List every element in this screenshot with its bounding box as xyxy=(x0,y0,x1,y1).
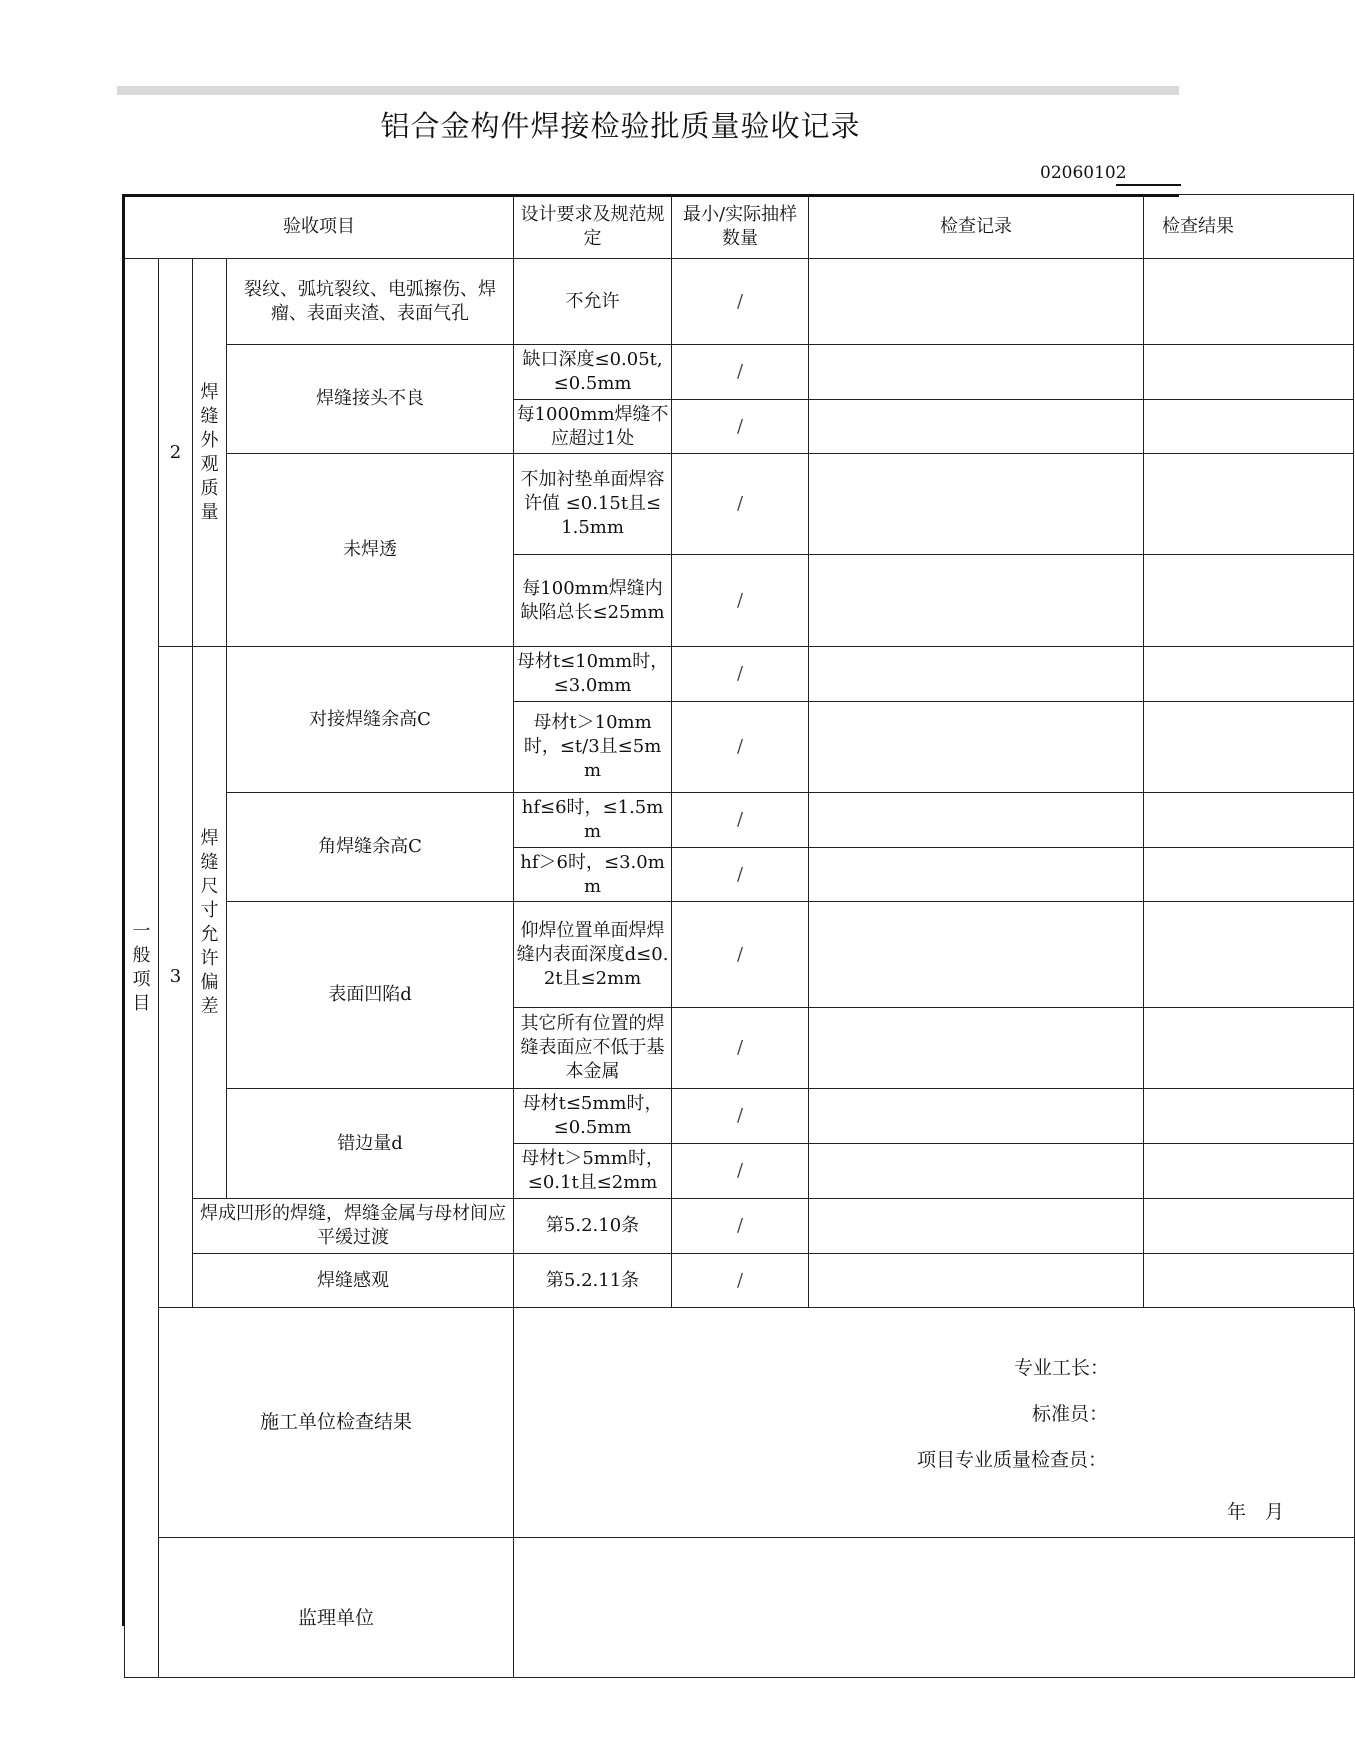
top-rule xyxy=(117,86,1179,95)
record-cell xyxy=(809,1008,1144,1089)
supervision-sign-area xyxy=(514,1538,1355,1678)
result-cell xyxy=(1144,454,1354,555)
design-requirement: 母材t＞10mm时，≤t/3且≤5mm xyxy=(514,702,672,793)
table-outer-left-border xyxy=(122,194,125,1626)
design-requirement: 母材t≤10mm时，≤3.0mm xyxy=(514,647,672,702)
sample-count: / xyxy=(672,1254,809,1308)
design-requirement: 不加衬垫单面焊容许值 ≤0.15t且≤1.5mm xyxy=(514,454,672,555)
design-requirement: 每100mm焊缝内缺陷总长≤25mm xyxy=(514,555,672,647)
result-cell xyxy=(1144,1199,1354,1254)
result-cell xyxy=(1144,345,1354,400)
record-cell xyxy=(809,902,1144,1008)
sample-count: / xyxy=(672,1089,809,1144)
sample-count: / xyxy=(672,345,809,400)
group-number: 3 xyxy=(159,647,193,1308)
form-code-underline xyxy=(1116,184,1181,186)
design-requirement: 母材t＞5mm时，≤0.1t且≤2mm xyxy=(514,1144,672,1199)
table-row xyxy=(125,454,1355,555)
design-requirement: 每1000mm焊缝不应超过1处 xyxy=(514,400,672,454)
sample-count: / xyxy=(672,555,809,647)
result-cell xyxy=(1144,1254,1354,1308)
result-cell xyxy=(1144,647,1354,702)
result-cell xyxy=(1144,793,1354,848)
sample-count: / xyxy=(672,1144,809,1199)
supervision-label: 监理单位 xyxy=(298,1607,375,1629)
sample-count: / xyxy=(672,1008,809,1089)
design-requirement: 第5.2.10条 xyxy=(514,1199,672,1254)
result-cell xyxy=(1144,555,1354,647)
sample-count: / xyxy=(672,793,809,848)
construction-label: 施工单位检查结果 xyxy=(159,1308,514,1538)
standard-officer-label: 标准员： xyxy=(1032,1403,1109,1425)
sample-count: / xyxy=(672,848,809,902)
inspection-table-frame xyxy=(124,194,1285,1629)
header-result: 检查结果 xyxy=(1144,195,1354,259)
record-cell xyxy=(809,1089,1144,1144)
table-row xyxy=(125,259,1355,345)
sample-count: / xyxy=(672,647,809,702)
sample-count: / xyxy=(672,902,809,1008)
check-item: 焊缝接头不良 xyxy=(227,345,514,454)
result-cell xyxy=(1144,1008,1354,1089)
check-item: 未焊透 xyxy=(227,454,514,647)
record-cell xyxy=(809,454,1144,555)
result-cell xyxy=(1144,702,1354,793)
sample-count: / xyxy=(672,400,809,454)
header-item: 验收项目 xyxy=(125,195,514,259)
design-requirement: 仰焊位置单面焊焊缝内表面深度d≤0.2t且≤2mm xyxy=(514,902,672,1008)
sample-count: / xyxy=(672,1199,809,1254)
page-title: 铝合金构件焊接检验批质量验收记录 xyxy=(380,109,861,143)
result-cell xyxy=(1144,848,1354,902)
inspection-table xyxy=(124,194,1355,1678)
table-row xyxy=(125,1199,1355,1254)
result-cell xyxy=(1144,1144,1354,1199)
check-item: 焊成凹形的焊缝，焊缝金属与母材间应平缓过渡 xyxy=(193,1199,514,1254)
group-number: 2 xyxy=(159,259,193,647)
form-code: 02060102 xyxy=(1040,163,1127,183)
record-cell xyxy=(809,1144,1144,1199)
construction-signoff-row xyxy=(125,1308,1355,1538)
table-outer-top-border xyxy=(122,194,1179,197)
record-cell xyxy=(809,647,1144,702)
header-sample: 最小/实际抽样数量 xyxy=(672,195,809,259)
table-row xyxy=(125,1089,1355,1144)
date-label: 年 月 xyxy=(1227,1501,1285,1523)
check-item: 对接焊缝余高C xyxy=(227,647,514,793)
check-item: 表面凹陷d xyxy=(227,902,514,1089)
design-requirement: 第5.2.11条 xyxy=(514,1254,672,1308)
check-item: 角焊缝余高C xyxy=(227,793,514,902)
header-design: 设计要求及规范规定 xyxy=(514,195,672,259)
record-cell xyxy=(809,259,1144,345)
check-item: 焊缝感观 xyxy=(193,1254,514,1308)
supervision-signoff-row xyxy=(125,1538,1355,1678)
design-requirement: 其它所有位置的焊缝表面应不低于基本金属 xyxy=(514,1008,672,1089)
record-cell xyxy=(809,793,1144,848)
sample-count: / xyxy=(672,454,809,555)
record-cell xyxy=(809,345,1144,400)
design-requirement: hf≤6时，≤1.5mm xyxy=(514,793,672,848)
check-item: 裂纹、弧坑裂纹、电弧擦伤、焊瘤、表面夹渣、表面气孔 xyxy=(227,259,514,345)
table-row xyxy=(125,345,1355,400)
table-row xyxy=(125,647,1355,702)
design-requirement: 不允许 xyxy=(514,259,672,345)
table-row xyxy=(125,793,1355,848)
result-cell xyxy=(1144,1089,1354,1144)
record-cell xyxy=(809,1199,1144,1254)
result-cell xyxy=(1144,259,1354,345)
result-cell xyxy=(1144,902,1354,1008)
header-row xyxy=(125,195,1355,259)
construction-sign-area xyxy=(514,1308,1355,1538)
sample-count: / xyxy=(672,702,809,793)
check-item: 错边量d xyxy=(227,1089,514,1199)
group-name: 焊缝外观质量 xyxy=(193,259,227,647)
record-cell xyxy=(809,555,1144,647)
quality-inspector-label: 项目专业质量检查员： xyxy=(917,1449,1108,1471)
record-cell xyxy=(809,400,1144,454)
record-cell xyxy=(809,702,1144,793)
sample-count: / xyxy=(672,259,809,345)
record-cell xyxy=(809,848,1144,902)
result-cell xyxy=(1144,400,1354,454)
table-row xyxy=(125,1254,1355,1308)
design-requirement: 缺口深度≤0.05t,≤0.5mm xyxy=(514,345,672,400)
design-requirement: hf＞6时，≤3.0mm xyxy=(514,848,672,902)
group-name: 焊缝尺寸允许偏差 xyxy=(193,647,227,1199)
supervision-label-cell xyxy=(159,1538,514,1678)
foreman-label: 专业工长： xyxy=(1014,1357,1110,1379)
category-cell: 一般项目 xyxy=(125,259,159,1678)
table-row xyxy=(125,902,1355,1008)
header-record: 检查记录 xyxy=(809,195,1144,259)
record-cell xyxy=(809,1254,1144,1308)
design-requirement: 母材t≤5mm时，≤0.5mm xyxy=(514,1089,672,1144)
